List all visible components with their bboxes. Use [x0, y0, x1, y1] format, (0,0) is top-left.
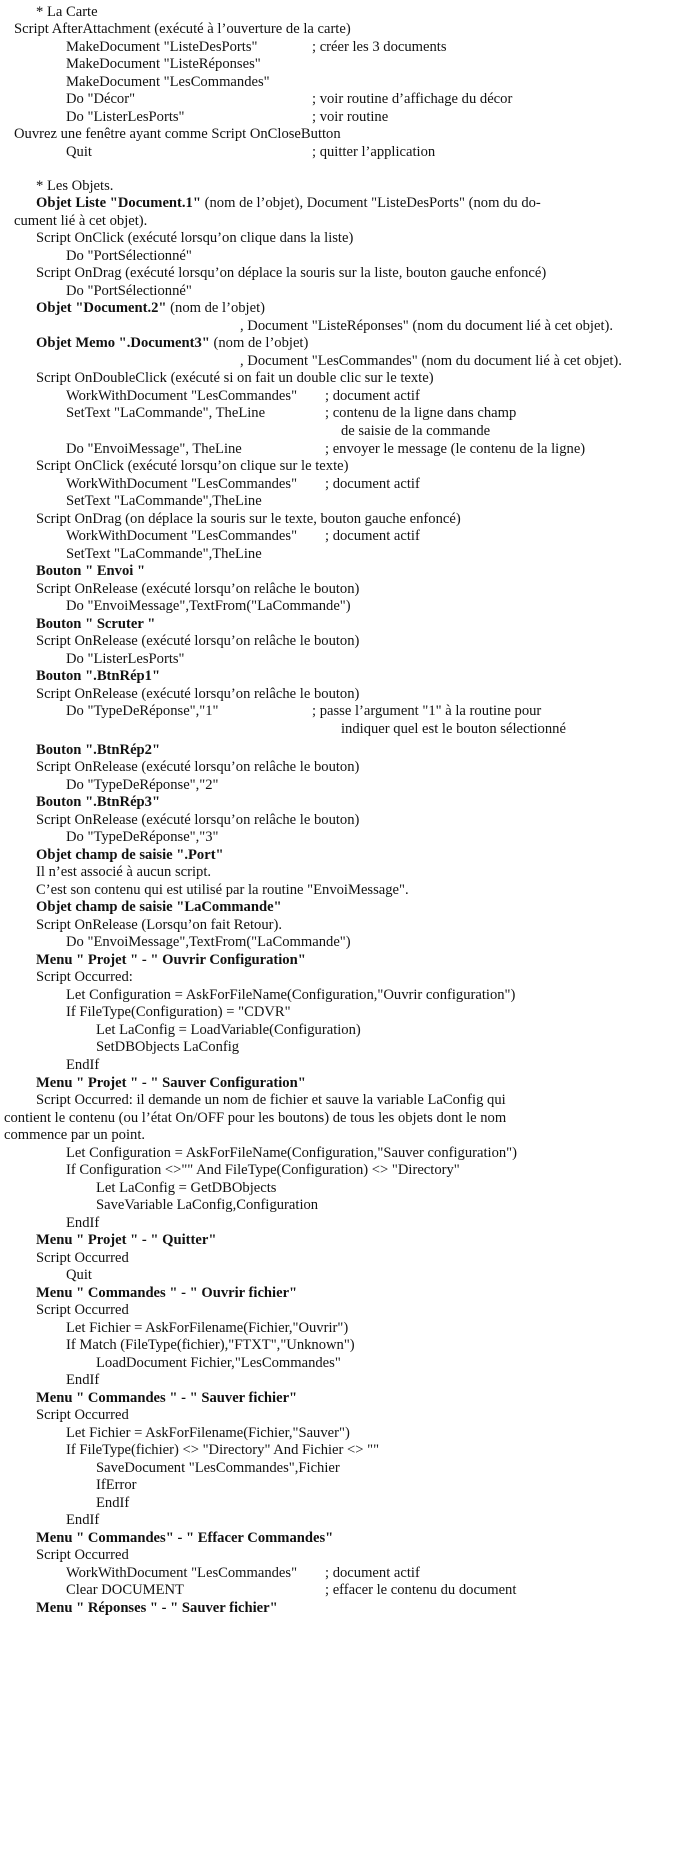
object-name: Objet "Document.2"	[36, 300, 167, 316]
code-line: Do "EnvoiMessage", TheLine	[66, 441, 242, 457]
menu-heading-ouvrir-config: Menu " Projet " - " Ouvrir Configuration"	[36, 952, 306, 968]
button-heading-btnrep1: Bouton ".BtnRép1"	[36, 668, 161, 684]
script-line: Script Occurred	[36, 1407, 129, 1423]
text-line: , Document "ListeRéponses" (nom du document lié à cet objet).	[240, 318, 614, 334]
button-heading-envoi: Bouton " Envoi "	[36, 563, 146, 579]
code-line: WorkWithDocument "LesCommandes"	[66, 476, 298, 492]
code-line: If Match (FileType(fichier),"FTXT","Unknown")	[66, 1337, 355, 1353]
code-line: Do "PortSélectionné"	[66, 248, 192, 264]
object-heading-line	[36, 195, 541, 212]
code-line: SetText "LaCommande", TheLine	[66, 405, 266, 421]
text-line: C’est son contenu qui est utilisé par la routine "EnvoiMessage".	[36, 882, 409, 898]
code-comment: ; contenu de la ligne dans champ	[325, 405, 517, 421]
code-line: Let LaConfig = GetDBObjects	[96, 1180, 277, 1196]
code-line: Do "ListerLesPorts"	[66, 651, 185, 667]
code-line: Let Configuration = AskForFileName(Configuration,"Sauver configuration")	[66, 1145, 517, 1161]
code-comment: ; voir routine d’affichage du décor	[312, 91, 513, 107]
object-desc: (nom de l’objet)	[209, 335, 309, 351]
code-comment: ; créer les 3 documents	[312, 39, 447, 55]
code-line: SetText "LaCommande",TheLine	[66, 493, 262, 509]
button-heading-scruter: Bouton " Scruter "	[36, 616, 156, 632]
script-line: Script OnRelease (exécuté lorsqu’on relâche le bouton)	[36, 633, 360, 649]
code-line: Quit	[66, 144, 92, 160]
code-line: SetText "LaCommande",TheLine	[66, 546, 262, 562]
field-heading-port: Objet champ de saisie ".Port"	[36, 847, 224, 863]
object-name: Objet Liste "Document.1"	[36, 195, 201, 211]
menu-heading-reponses-sauver: Menu " Réponses " - " Sauver fichier"	[36, 1600, 278, 1616]
code-line: Do "EnvoiMessage",TextFrom("LaCommande")	[66, 934, 351, 950]
code-line: EndIf	[66, 1372, 100, 1388]
script-line: Script Occurred	[36, 1302, 129, 1318]
menu-heading-effacer-commandes: Menu " Commandes" - " Effacer Commandes"	[36, 1530, 334, 1546]
code-comment: ; document actif	[325, 476, 420, 492]
script-line: Script OnDrag (on déplace la souris sur le texte, bouton gauche enfoncé)	[36, 511, 461, 527]
code-line: EndIf	[66, 1057, 100, 1073]
code-line: SaveDocument "LesCommandes",Fichier	[96, 1460, 340, 1476]
code-line: EndIf	[66, 1215, 100, 1231]
text-line: commence par un point.	[4, 1127, 146, 1143]
code-comment: ; passe l’argument "1" à la routine pour	[312, 703, 542, 719]
script-line: Script OnRelease (exécuté lorsqu’on relâche le bouton)	[36, 812, 360, 828]
section-title-objets: * Les Objets.	[36, 178, 114, 194]
code-line: EndIf	[96, 1495, 130, 1511]
code-comment: ; voir routine	[312, 109, 389, 125]
script-line: Script OnRelease (Lorsqu’on fait Retour).	[36, 917, 282, 933]
code-line: IfError	[96, 1477, 137, 1493]
script-line: Script Occurred	[36, 1547, 129, 1563]
button-heading-btnrep3: Bouton ".BtnRép3"	[36, 794, 161, 810]
code-line: Let Configuration = AskForFileName(Configuration,"Ouvrir configuration")	[66, 987, 516, 1003]
code-line: WorkWithDocument "LesCommandes"	[66, 1565, 298, 1581]
code-comment-continued: de saisie de la commande	[341, 423, 491, 439]
object-desc: (nom de l’objet), Document "ListeDesPorts" (nom du do-	[200, 195, 541, 211]
code-line: Clear DOCUMENT	[66, 1582, 184, 1598]
code-comment: ; envoyer le message (le contenu de la ligne)	[325, 441, 586, 457]
script-line: Script Occurred	[36, 1250, 129, 1266]
object-heading-line	[36, 335, 308, 352]
code-line: Do "TypeDeRéponse","1"	[66, 703, 219, 719]
code-line: WorkWithDocument "LesCommandes"	[66, 528, 298, 544]
code-line: Let Fichier = AskForFilename(Fichier,"Ouvrir")	[66, 1320, 349, 1336]
text-line: Ouvrez une fenêtre ayant comme Script OnCloseButton	[14, 126, 341, 142]
code-line: WorkWithDocument "LesCommandes"	[66, 388, 298, 404]
script-line: Script OnClick (exécuté lorsqu’on clique sur le texte)	[36, 458, 349, 474]
code-line: Do "Décor"	[66, 91, 136, 107]
script-line: Script Occurred:	[36, 969, 133, 985]
field-heading-lacommande: Objet champ de saisie "LaCommande"	[36, 899, 282, 915]
code-comment: ; document actif	[325, 388, 420, 404]
text-line: cument lié à cet objet).	[14, 213, 148, 229]
code-line: Do "TypeDeRéponse","2"	[66, 777, 219, 793]
script-line: Script OnDoubleClick (exécuté si on fait un double clic sur le texte)	[36, 370, 434, 386]
code-line: Let Fichier = AskForFilename(Fichier,"Sauver")	[66, 1425, 350, 1441]
code-line: EndIf	[66, 1512, 100, 1528]
code-line: Do "TypeDeRéponse","3"	[66, 829, 219, 845]
code-comment-continued: indiquer quel est le bouton sélectionné	[341, 721, 566, 737]
menu-heading-sauver-fichier: Menu " Commandes " - " Sauver fichier"	[36, 1390, 298, 1406]
object-heading-line	[36, 300, 265, 317]
code-line: LoadDocument Fichier,"LesCommandes"	[96, 1355, 341, 1371]
script-line: Script Occurred: il demande un nom de fichier et sauve la variable LaConfig qui	[36, 1092, 506, 1108]
code-line: MakeDocument "LesCommandes"	[66, 74, 270, 90]
button-heading-btnrep2: Bouton ".BtnRép2"	[36, 742, 161, 758]
code-line: Quit	[66, 1267, 92, 1283]
code-line: Do "PortSélectionné"	[66, 283, 192, 299]
script-line: Script AfterAttachment (exécuté à l’ouverture de la carte)	[14, 21, 351, 37]
code-line: MakeDocument "ListeDesPorts"	[66, 39, 258, 55]
script-line: Script OnClick (exécuté lorsqu’on clique dans la liste)	[36, 230, 354, 246]
code-line: Do "EnvoiMessage",TextFrom("LaCommande")	[66, 598, 351, 614]
code-line: Let LaConfig = LoadVariable(Configuration)	[96, 1022, 361, 1038]
menu-heading-quitter: Menu " Projet " - " Quitter"	[36, 1232, 217, 1248]
code-line: SaveVariable LaConfig,Configuration	[96, 1197, 319, 1213]
text-line: Il n’est associé à aucun script.	[36, 864, 212, 880]
text-line: , Document "LesCommandes" (nom du document lié à cet objet).	[240, 353, 622, 369]
text-line: contient le contenu (ou l’état On/OFF pour les boutons) de tous les objets dont le nom	[4, 1110, 507, 1126]
code-line: If Configuration <>"" And FileType(Configuration) <> "Directory"	[66, 1162, 460, 1178]
section-title-carte: * La Carte	[36, 4, 98, 20]
code-comment: ; effacer le contenu du document	[325, 1582, 517, 1598]
menu-heading-sauver-config: Menu " Projet " - " Sauver Configuration"	[36, 1075, 306, 1091]
code-comment: ; document actif	[325, 528, 420, 544]
script-line: Script OnRelease (exécuté lorsqu’on relâche le bouton)	[36, 581, 360, 597]
code-comment: ; quitter l’application	[312, 144, 436, 160]
script-line: Script OnRelease (exécuté lorsqu’on relâche le bouton)	[36, 686, 360, 702]
code-line: MakeDocument "ListeRéponses"	[66, 56, 261, 72]
code-line: Do "ListerLesPorts"	[66, 109, 185, 125]
script-line: Script OnRelease (exécuté lorsqu’on relâche le bouton)	[36, 759, 360, 775]
menu-heading-ouvrir-fichier: Menu " Commandes " - " Ouvrir fichier"	[36, 1285, 298, 1301]
object-name: Objet Memo ".Document3"	[36, 335, 210, 351]
code-line: SetDBObjects LaConfig	[96, 1039, 240, 1055]
script-line: Script OnDrag (exécuté lorsqu’on déplace la souris sur la liste, bouton gauche enfoncé)	[36, 265, 547, 281]
code-line: If FileType(fichier) <> "Directory" And Fichier <> ""	[66, 1442, 380, 1458]
object-desc: (nom de l’objet)	[166, 300, 265, 316]
code-comment: ; document actif	[325, 1565, 420, 1581]
code-line: If FileType(Configuration) = "CDVR"	[66, 1004, 291, 1020]
